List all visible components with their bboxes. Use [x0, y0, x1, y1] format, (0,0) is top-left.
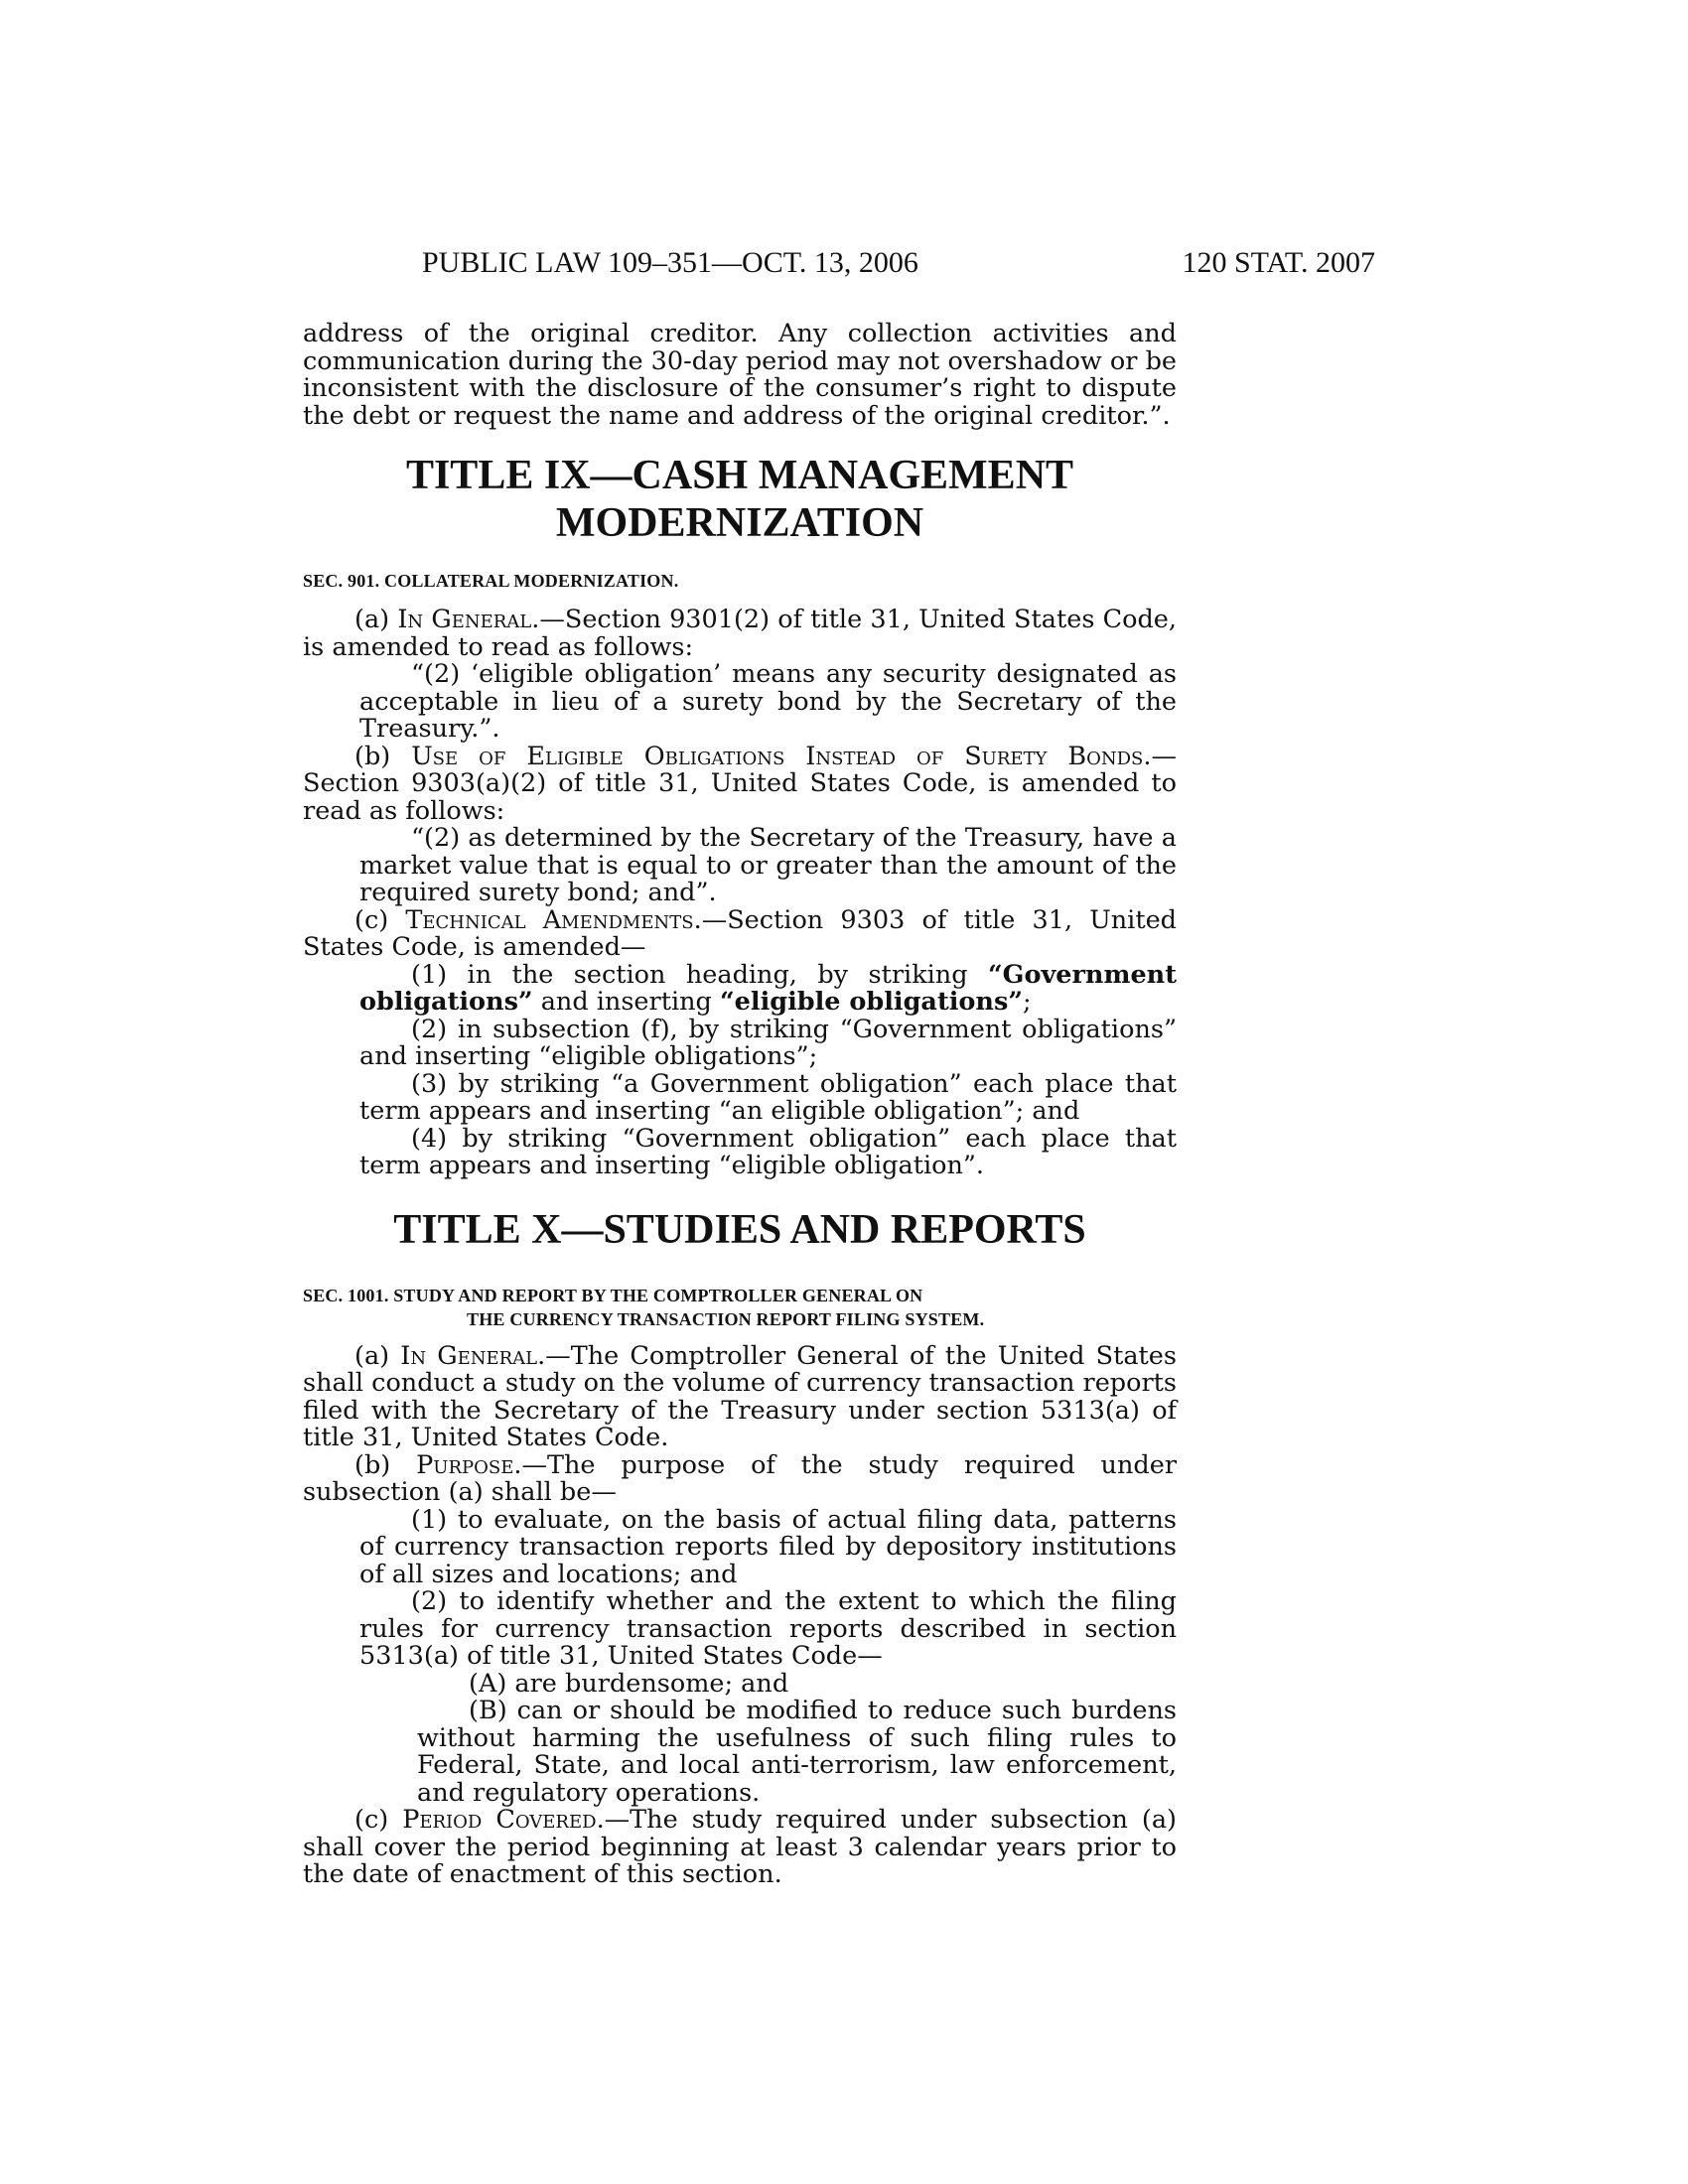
- sec-1001-subsection-b: (b) Purpose.—The purpose of the study required under subsection (a) shall be—: [303, 1449, 1178, 1507]
- sec-1001-heading: SEC. 1001. STUDY AND REPORT BY THE COMPTROLLER GENERAL ON THE CURRENCY TRANSACTION REPORT FILING SYSTEM.: [303, 1285, 985, 1329]
- title-x-line1: TITLE X—STUDIES AND REPORTS: [393, 1206, 1086, 1253]
- sec-901-b-quote: “(2) as determined by the Secretary of the Treasury, have a market value that is equal to or greater than the amount of the required surety bond; and”.: [359, 823, 1177, 907]
- sec-901-subsection-b: (b) Use of Eligible Obligations Instead of Surety Bonds.— Section 9303(a)(2) of title 31, United States Code, is amended to read as follows:: [303, 741, 1177, 826]
- sec-1001-b-subparagraph-a: (A) are burdensome; and: [469, 1668, 789, 1699]
- subsection-caption: Period Covered: [402, 1805, 597, 1835]
- sec-1001-subsection-a: (a) In General.—The Comptroller General of the United States shall conduct a study on the volume of currency transaction reports filed with the Secretary of the Treasury under section 5313(a) of title 31, United States Code.: [303, 1340, 1177, 1452]
- subsection-caption: In General: [397, 605, 532, 634]
- sec-1001-b-paragraph-1: (1) to evaluate, on the basis of actual filing data, patterns of currency transaction reports filed by depository institutions of all sizes and locations; and: [359, 1504, 1177, 1589]
- title-ix-line2: MODERNIZATION: [555, 500, 924, 546]
- sec-1001-b-paragraph-2: (2) to identify whether and the extent to which the filing rules for currency transaction reports described in section 5313(a) of title 31, United States Code—: [359, 1586, 1177, 1671]
- sec-1001-subsection-c: (c) Period Covered.—The study required under subsection (a) shall cover the period beginning at least 3 calendar years prior to the date of enactment of this section.: [303, 1805, 1177, 1889]
- subsection-caption: In General: [400, 1340, 538, 1371]
- sec-901-c-paragraph-3: (3) by striking “a Government obligation” each place that term appears and inserting “an eligible obligation”; and: [359, 1068, 1177, 1126]
- subsection-caption: Use of Eligible Obligations Instead of Surety Bonds: [411, 741, 1144, 771]
- header-citation: PUBLIC LAW 109–351—OCT. 13, 2006: [422, 246, 918, 279]
- title-ix-line1: TITLE IX—CASH MANAGEMENT: [405, 453, 1074, 498]
- intro-paragraph: address of the original creditor. Any collection activities and communication during the 30-day period may not overshadow or be inconsistent with the disclosure of the consumer’s right to dispute the debt or request the name and address of the original creditor.”.: [303, 319, 1177, 431]
- sec-1001-b-subparagraph-b: (B) can or should be modified to reduce such burdens without harming the usefulness of such filing rules to Federal, State, and local anti-terrorism, law enforcement, and regulatory operations.: [417, 1696, 1177, 1808]
- body-text: [303, 321, 1177, 1889]
- sec-901-subsection-c: (c) Technical Amendments.—Section 9303 of title 31, United States Code, is amended—: [303, 904, 1177, 962]
- sec-901-c-paragraph-1: (1) in the section heading, by striking “Government obligations” and inserting “eligible obligations”;: [359, 959, 1177, 1017]
- subsection-caption: Technical Amendments: [405, 904, 694, 935]
- title-ix-heading: [303, 452, 1177, 547]
- sec-901-subsection-a: (a) In General.—Section 9301(2) of title 31, United States Code, is amended to read as follows:: [303, 605, 1177, 662]
- running-header: [303, 246, 1375, 286]
- sec-901-c-paragraph-4: (4) by striking “Government obligation” each place that term appears and inserting “eligible obligation”.: [359, 1123, 1177, 1180]
- subsection-caption: Purpose: [416, 1449, 514, 1480]
- sec-901-c-paragraph-2: (2) in subsection (f), by striking “Government obligations” and inserting “eligible obligations”;: [359, 1014, 1177, 1071]
- title-x-heading: [303, 1206, 1177, 1254]
- sec-901-heading: SEC. 901. COLLATERAL MODERNIZATION.: [303, 571, 679, 591]
- header-page-number: 120 STAT. 2007: [1182, 246, 1375, 279]
- sec-901-a-quote: “(2) ‘eligible obligation’ means any security designated as acceptable in lieu of a surety bond by the Secretary of the Treasury.”.: [359, 659, 1177, 744]
